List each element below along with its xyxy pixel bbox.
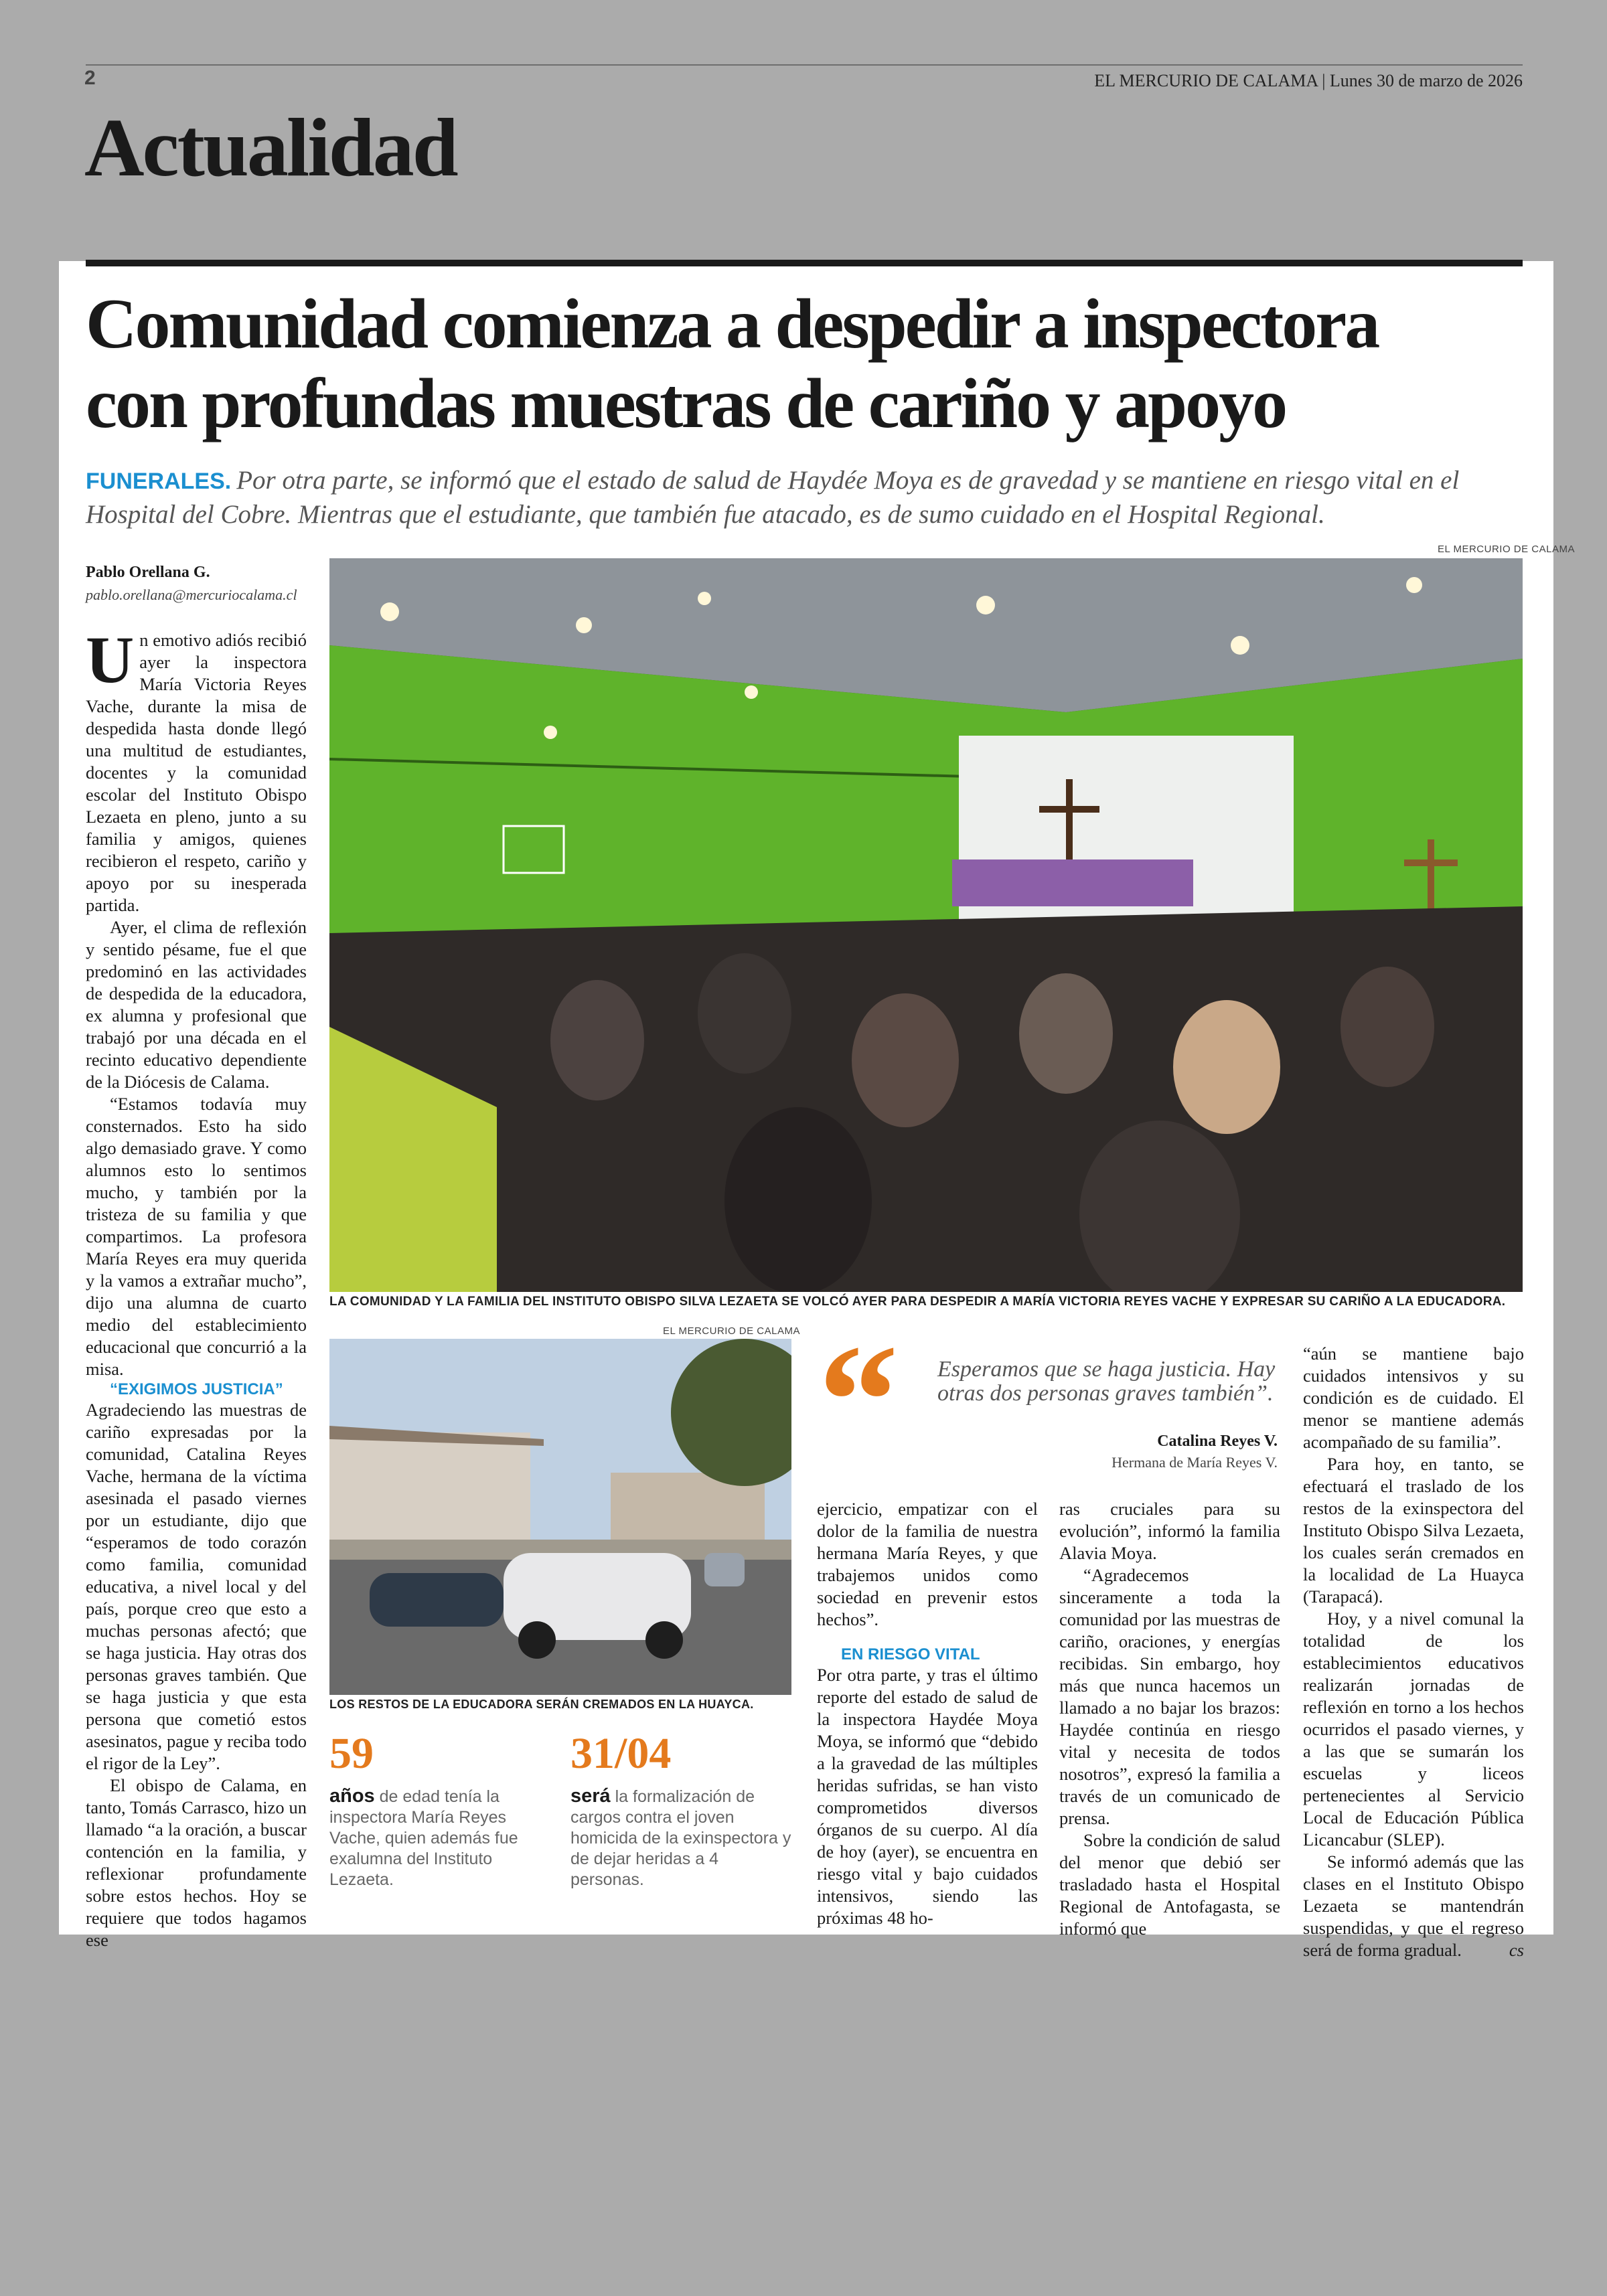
quote-attribution-name: Catalina Reyes V. bbox=[1157, 1432, 1278, 1450]
paragraph-text: Se informó además que las clases en el Instituto Obispo Lezaeta se mantendrán suspendidas, y que el regreso será de forma gradual. bbox=[1303, 1852, 1524, 1960]
stat-1-number: 59 bbox=[329, 1729, 374, 1778]
headline bbox=[86, 284, 1525, 443]
stat-2-lead: será bbox=[570, 1785, 611, 1807]
quote-mark: “ bbox=[818, 1311, 899, 1489]
stat-1-text bbox=[329, 1786, 550, 1890]
column-3 bbox=[817, 1498, 1038, 1929]
deck bbox=[86, 463, 1525, 532]
paragraph: Para hoy, en tanto, se efectuará el traslado de los restos de la exinspectora del Instituto Obispo Silva Lezaeta, los cuales serán cremados en la localidad de La Huayca (Tarapacá). bbox=[1303, 1454, 1524, 1607]
paragraph: Sobre la condición de salud del menor que debió ser trasladado hasta el Hospital Regional de Antofagasta, se informó que bbox=[1059, 1830, 1280, 1939]
column-4 bbox=[1059, 1498, 1280, 1940]
issue-date: Lunes 30 de marzo de 2026 bbox=[1329, 71, 1523, 90]
quote-attribution-role: Hermana de María Reyes V. bbox=[1112, 1454, 1278, 1471]
deck-text: Por otra parte, se informó que el estado de salud de Haydée Moya es de gravedad y se mantiene en riesgo vital en el Hospital del Cobre. Mientras que el estudiante, que también fue atacado, es de sumo cuidado en el Hospital Regional. bbox=[86, 466, 1460, 529]
subheading: EN RIESGO VITAL bbox=[841, 1645, 980, 1663]
paragraph: ejercicio, empatizar con el dolor de la familia de nuestra hermana María Reyes, y que trabajemos unidos como sociedad en prevenir estos hechos”. bbox=[817, 1499, 1038, 1629]
masthead-line: EL MERCURIO DE CALAMA | Lunes 30 de marzo de 2026 bbox=[1094, 71, 1523, 90]
deck-kicker: FUNERALES. bbox=[86, 469, 232, 494]
drop-cap: U bbox=[86, 623, 135, 697]
section-title: Actualidad bbox=[84, 102, 457, 193]
pull-quote: Esperamos que se haga justicia. Hay otras dos personas graves también”. bbox=[937, 1357, 1276, 1406]
paragraph: “aún se mantiene bajo cuidados intensivos y su condición es de cuidado. El menor se mantiene además acompañado de su familia”. bbox=[1303, 1343, 1524, 1452]
paragraph bbox=[1303, 1851, 1524, 1961]
mass-photo-illustration bbox=[329, 558, 1523, 1292]
headline-rule bbox=[86, 260, 1523, 266]
column-5 bbox=[1303, 1343, 1524, 1961]
publication-name: EL MERCURIO DE CALAMA bbox=[1094, 71, 1318, 90]
main-photo bbox=[329, 558, 1523, 1292]
end-mark: cs bbox=[1509, 1940, 1524, 1960]
stat-1-body: de edad tenía la inspectora María Reyes Vache, quien además fue exalumna del Instituto Lezaeta. bbox=[329, 1787, 518, 1889]
top-rule bbox=[86, 64, 1523, 66]
stat-2-text bbox=[570, 1786, 791, 1890]
stat-2-number: 31/04 bbox=[570, 1729, 672, 1778]
stat-2-body: la formalización de cargos contra el joven homicida de la exinspectora y de dejar heridas a 4 personas. bbox=[570, 1787, 791, 1889]
paragraph: El obispo de Calama, en tanto, Tomás Carrasco, hizo un llamado “a la oración, a buscar contención en la familia, y reflexionar profundamente sobre estos hechos. Hoy se requiere que todos hagamos ese bbox=[86, 1775, 307, 1950]
paragraph: “Agradecemos sinceramente a toda la comunidad por las muestras de cariño, oraciones, y energías recibidas. Sin embargo, hoy más que nunca hacemos un llamado a no bajar los brazos: Haydée continúa en riesgo vital y necesita de todos nosotros”, expresó la familia a través de un comunicado de prensa. bbox=[1059, 1565, 1280, 1828]
page-number: 2 bbox=[84, 67, 96, 89]
secondary-photo bbox=[329, 1339, 791, 1695]
paragraph: n emotivo adiós recibió ayer la inspectora María Victoria Reyes Vache, durante la misa de despedida hasta donde llegó una multitud de estudiantes, docentes y la comunidad escolar del Instituto Obispo Lezaeta en pleno, junto a su familia y amigos, quienes recibieron el respeto, cariño y apoyo por su inesperada partida. bbox=[86, 630, 307, 915]
photo-credit: EL MERCURIO DE CALAMA bbox=[663, 1325, 800, 1337]
stat-1-lead: años bbox=[329, 1785, 375, 1807]
paragraph: Ayer, el clima de reflexión y sentido pésame, fue el que predominó en las actividades de despedida de la educadora, ex alumna y profesional que trabajó por una década en el recinto educativo dependiente de la Diócesis de Calama. bbox=[86, 917, 307, 1092]
column-1 bbox=[86, 623, 307, 1951]
paragraph: Hoy, y a nivel comunal la totalidad de los establecimientos educativos realizarán jornadas de reflexión en torno a los hechos ocurridos el pasado viernes, y a las que se sumarán los escuelas y liceos pertenecientes al Servicio Local de Educación Pública Licancabur (SLEP). bbox=[1303, 1609, 1524, 1850]
hearse-photo-illustration bbox=[329, 1339, 791, 1695]
secondary-photo-caption: LOS RESTOS DE LA EDUCADORA SERÁN CREMADOS EN LA HUAYCA. bbox=[329, 1698, 754, 1711]
paragraph: ras cruciales para su evolución”, informó la familia Alavia Moya. bbox=[1059, 1499, 1280, 1563]
author-email[interactable]: pablo.orellana@mercuriocalama.cl bbox=[86, 586, 297, 603]
main-photo-caption: LA COMUNIDAD Y LA FAMILIA DEL INSTITUTO OBISPO SILVA LEZAETA SE VOLCÓ AYER PARA DESPEDIR A MARÍA VICTORIA REYES VACHE Y EXPRESAR SU CARIÑO A LA EDUCADORA. bbox=[329, 1295, 1506, 1309]
paragraph: “Estamos todavía muy consternados. Esto ha sido algo demasiado grave. Y como alumnos esto lo sentimos mucho, y también por la tristeza de su familia y que compartimos. La profesora María Reyes era muy querida y la vamos a extrañar mucho”, dijo una alumna de cuarto medio del establecimiento educacional que concurrió a la misa. bbox=[86, 1094, 307, 1379]
headline-line-1: Comunidad comienza a despedir a inspectora bbox=[86, 284, 1379, 363]
headline-line-2: con profundas muestras de cariño y apoyo bbox=[86, 363, 1286, 442]
author-name: Pablo Orellana G. bbox=[86, 564, 210, 581]
photo-credit: EL MERCURIO DE CALAMA bbox=[1438, 544, 1575, 555]
subheading: “EXIGIMOS JUSTICIA” bbox=[110, 1380, 283, 1398]
paragraph: Agradeciendo las muestras de cariño expresadas por la comunidad, Catalina Reyes Vache, hermana de la víctima asesinada el pasado viernes por un estudiante, dijo que “esperamos de todo corazón como familia, comunidad educativa, a nivel local y del país, porque creo que esto a muchas personas afectó; que se haga justicia. Hay otras dos personas graves también. Que se haga justicia y que esta persona que cometió estos asesinatos, pague y reciba todo el rigor de la Ley”. bbox=[86, 1400, 307, 1773]
paragraph: Por otra parte, y tras el último reporte del estado de salud de la inspectora Haydée Moya Moya, se informó que “debido a la gravedad de las múltiples heridas sufridas, se han visto comprometidos diversos órganos de su cuerpo. Al día de hoy (ayer), se encuentra en riesgo vital y bajo cuidados intensivos, siendo las próximas 48 ho- bbox=[817, 1665, 1038, 1928]
